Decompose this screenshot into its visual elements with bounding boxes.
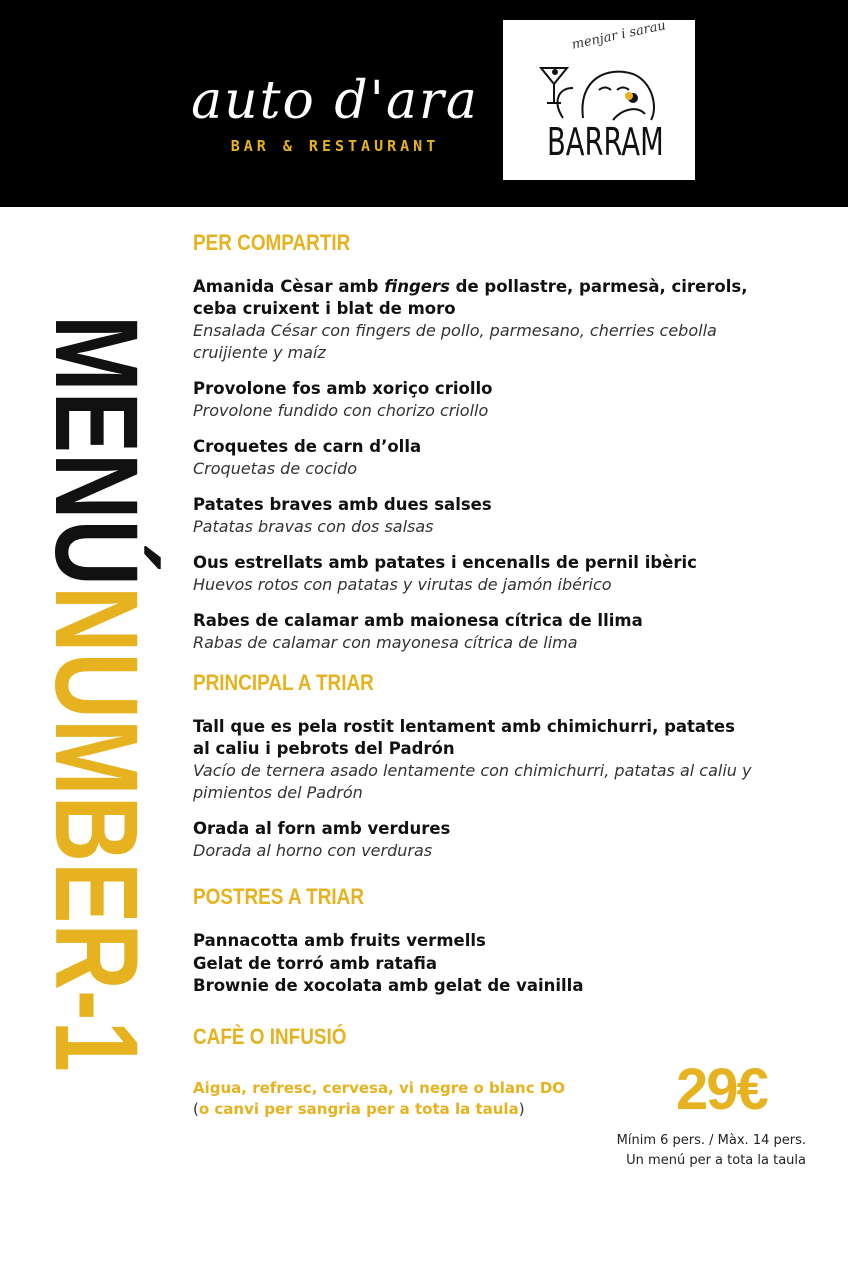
menu-item <box>193 494 753 538</box>
menu-item <box>193 818 753 862</box>
menu-item <box>193 378 753 422</box>
menu-content <box>193 230 753 1120</box>
item-name-es: Patatas bravas con dos salsas <box>193 517 434 536</box>
section-title-compartir: PER COMPARTIR <box>193 230 351 255</box>
menu-item <box>193 552 753 596</box>
postres-list <box>193 930 753 998</box>
list-item: Brownie de xocolata amb gelat de vainilla <box>193 976 584 995</box>
menu-price: 29€ <box>676 1057 767 1122</box>
menu-conditions <box>617 1131 806 1171</box>
barram-logo <box>503 20 695 180</box>
list-item: Pannacotta amb fruits vermells <box>193 931 486 950</box>
brand-subtitle: BAR & RESTAURANT <box>230 137 440 155</box>
brand-name: auto d'ara <box>191 71 479 131</box>
item-name-ca: Amanida Cèsar amb fingers de pollastre, parmesà, cirerols, ceba cruixent i blat de moro <box>193 277 748 318</box>
logo-tagline: menjar i sarau <box>570 18 668 53</box>
sangria-line: (o canvi per sangria per a tota la taula) <box>193 1099 525 1118</box>
item-name-ca: Ous estrellats amb patates i encenalls de pernil ibèric <box>193 553 697 572</box>
item-name-ca: Croquetes de carn d’olla <box>193 437 422 456</box>
item-name-ca: Orada al forn amb verdures <box>193 819 451 838</box>
item-name-ca: Provolone fos amb xoriço criollo <box>193 379 493 398</box>
brand-logo <box>190 71 480 155</box>
menu-title-part1: MENÚ <box>30 315 162 587</box>
menu-number-vertical-title <box>30 315 162 1285</box>
menu-item <box>193 436 753 480</box>
drinks-line: Aigua, refresc, cervesa, vi negre o blanc DO <box>193 1078 566 1097</box>
conditions-line: Un menú per a tota la taula <box>626 1153 806 1168</box>
menu-title-part2: NUMBER-1 <box>30 586 162 1072</box>
item-name-es: Dorada al horno con verduras <box>193 841 433 860</box>
section-title-principal: PRINCIPAL A TRIAR <box>193 670 374 695</box>
menu-item <box>193 716 753 804</box>
item-name-es: Provolone fundido con chorizo criollo <box>193 401 489 420</box>
item-name-es: Ensalada César con fingers de pollo, parmesano, cherries cebolla cruijiente y maíz <box>193 321 717 362</box>
item-name-es: Rabas de calamar con mayonesa cítrica de lima <box>193 633 578 652</box>
conditions-line: Mínim 6 pers. / Màx. 14 pers. <box>616 1133 806 1148</box>
list-item: Gelat de torró amb ratafia <box>193 953 438 973</box>
menu-item <box>193 276 753 364</box>
section-title-cafe: CAFÈ O INFUSIÓ <box>193 1023 347 1049</box>
item-name-es: Vacío de ternera asado lentamente con chimichurri, patatas al caliu y pimientos del Padrón <box>193 761 752 802</box>
drinks-info <box>193 1078 753 1120</box>
item-name-es: Croquetas de cocido <box>193 459 358 478</box>
logo-word: BARRAM <box>547 120 664 164</box>
cocktail-face-icon <box>533 48 663 123</box>
section-title-postres: POSTRES A TRIAR <box>193 884 364 909</box>
item-name-ca: Patates braves amb dues salses <box>193 495 492 514</box>
header <box>0 0 848 207</box>
item-name-ca: Rabes de calamar amb maionesa cítrica de llima <box>193 611 643 630</box>
item-name-ca: Tall que es pela rostit lentament amb chimichurri, patates al caliu i pebrots del Padrón <box>193 717 735 758</box>
item-name-es: Huevos rotos con patatas y virutas de jamón ibérico <box>193 575 612 594</box>
menu-item <box>193 610 753 654</box>
